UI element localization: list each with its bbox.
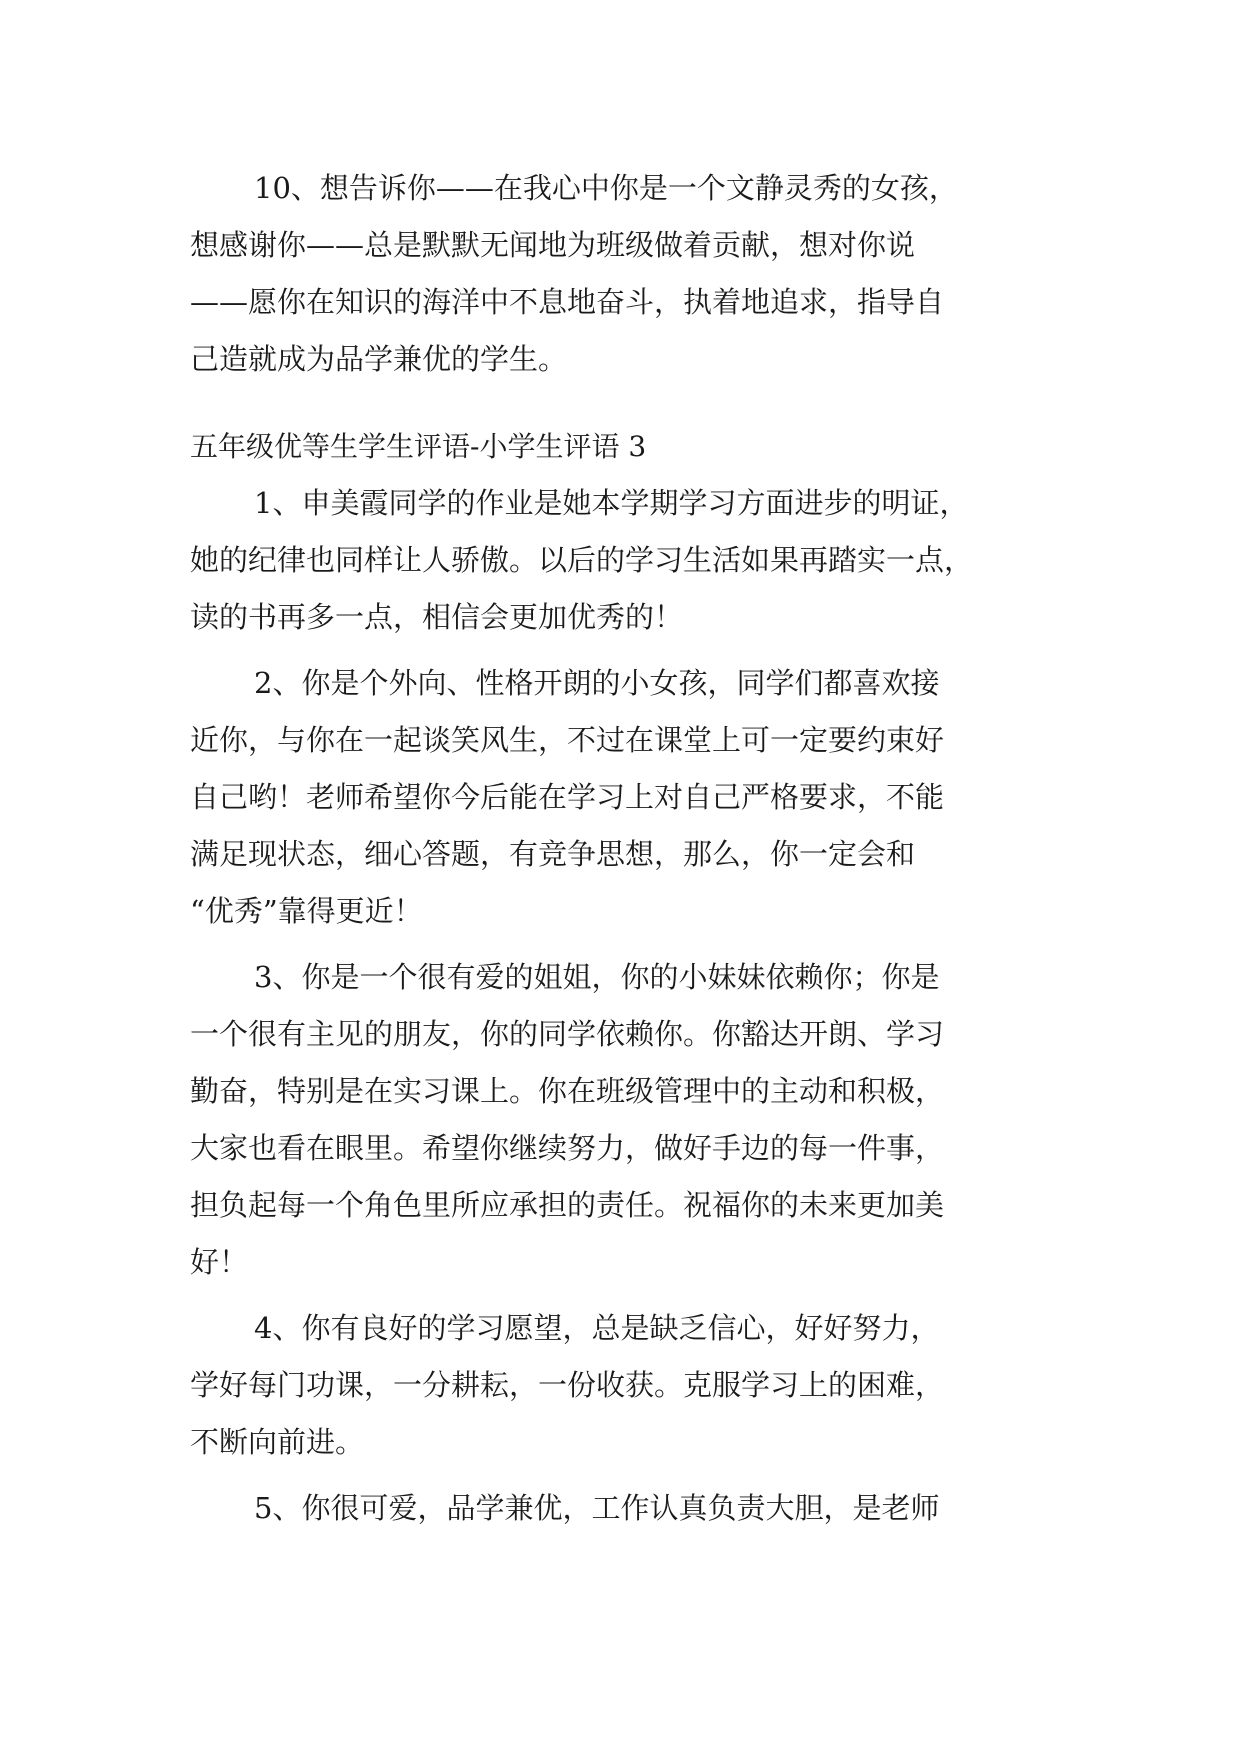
paragraph-line: ——愿你在知识的海洋中不息地奋斗，执着地追求，指导自 [190, 285, 945, 319]
paragraph-5 [190, 1480, 1060, 1537]
paragraph-3 [190, 949, 1060, 1291]
paragraph-line: 好！ [190, 1245, 249, 1279]
paragraph-line: 勤奋，特别是在实习课上。你在班级管理中的主动和积极， [190, 1074, 945, 1108]
paragraph-line: 担负起每一个角色里所应承担的责任。祝福你的未来更加美 [190, 1188, 945, 1222]
paragraph-line: 己造就成为品学兼优的学生。 [190, 342, 568, 376]
paragraph-line: 大家也看在眼里。希望你继续努力，做好手边的每一件事， [190, 1131, 945, 1165]
paragraph-line: 满足现状态，细心答题，有竞争思想，那么，你一定会和 [190, 837, 916, 871]
paragraph-2 [190, 655, 1060, 940]
paragraph-line: 想感谢你——总是默默无闻地为班级做着贡献，想对你说 [190, 228, 916, 262]
paragraph-line: 不断向前进。 [190, 1425, 365, 1459]
paragraph-line: 学好每门功课，一分耕耘，一份收获。克服学习上的困难， [190, 1368, 945, 1402]
paragraph-line: 一个很有主见的朋友，你的同学依赖你。你豁达开朗、学习 [190, 1017, 945, 1051]
paragraph-line: 5、你很可爱，品学兼优，工作认真负责大胆，是老师 [254, 1491, 940, 1525]
paragraph-line: 3、你是一个很有爱的姐姐，你的小妹妹依赖你；你是 [254, 960, 940, 994]
document-page [190, 160, 1060, 1537]
section-title: 五年级优等生学生评语-小学生评语 3 [190, 430, 647, 463]
paragraph-line: 她的纪律也同样让人骄傲。以后的学习生活如果再踏实一点， [190, 543, 974, 577]
paragraph-line: 2、你是个外向、性格开朗的小女孩，同学们都喜欢接 [254, 666, 940, 700]
paragraph-line: 4、你有良好的学习愿望，总是缺乏信心，好好努力， [254, 1311, 940, 1345]
paragraph-4 [190, 1300, 1060, 1471]
paragraph-line: 自己哟！老师希望你今后能在学习上对自己严格要求，不能 [190, 780, 945, 814]
paragraph-10 [190, 160, 1060, 388]
paragraph-line: 读的书再多一点，相信会更加优秀的！ [190, 600, 684, 634]
paragraph-1 [190, 475, 1060, 646]
paragraph-line: 近你，与你在一起谈笑风生，不过在课堂上可一定要约束好 [190, 723, 945, 757]
paragraph-line: 10、想告诉你——在我心中你是一个文静灵秀的女孩， [254, 171, 958, 205]
paragraph-line: “优秀”靠得更近！ [190, 894, 423, 928]
paragraph-line: 1、申美霞同学的作业是她本学期学习方面进步的明证， [254, 486, 969, 520]
